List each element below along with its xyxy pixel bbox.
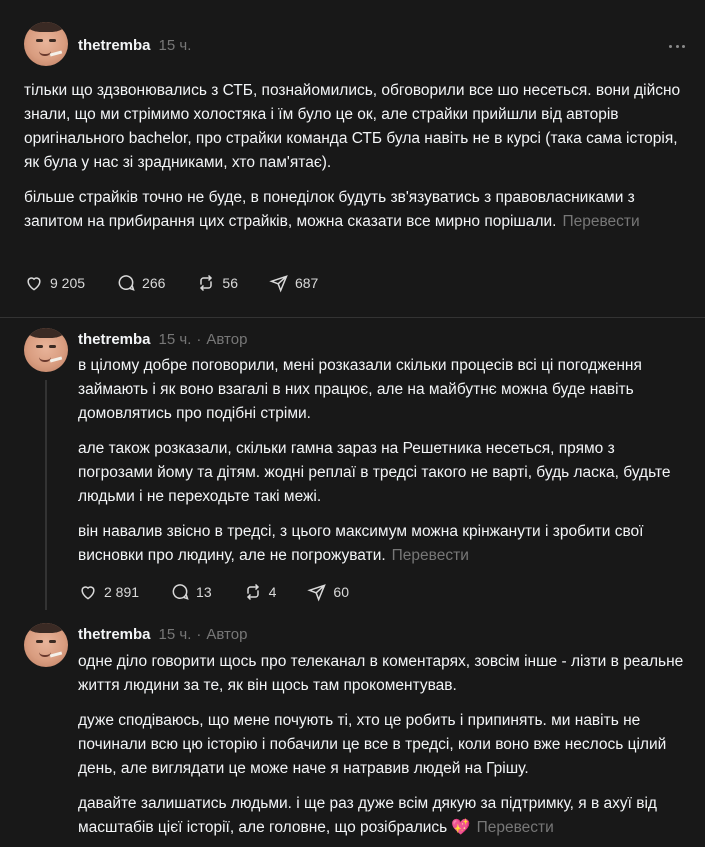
share-button[interactable] — [307, 582, 349, 602]
send-icon — [269, 273, 289, 293]
post-header: thetremba 15 ч. · Автор — [78, 331, 248, 348]
heart-emoji: 💖 — [451, 819, 471, 836]
post-actions — [24, 273, 349, 293]
share-button[interactable] — [269, 273, 318, 293]
username[interactable]: thetremba — [78, 37, 151, 54]
comment-count: 13 — [196, 584, 212, 600]
heart-icon — [78, 582, 98, 602]
username[interactable]: thetremba — [78, 331, 151, 348]
translate-link[interactable]: Перевести — [562, 213, 640, 230]
comment-button[interactable] — [170, 582, 212, 602]
timestamp[interactable]: 15 ч. — [158, 626, 192, 643]
translate-link[interactable]: Перевести — [391, 547, 469, 564]
send-icon — [307, 582, 327, 602]
like-count: 2 891 — [104, 584, 140, 600]
like-button[interactable] — [24, 273, 85, 293]
like-count: 9 205 — [50, 275, 86, 291]
post-body — [78, 650, 689, 847]
author-label: Автор — [206, 626, 248, 643]
post-actions — [78, 582, 380, 602]
repost-button[interactable] — [243, 582, 277, 602]
repost-icon — [196, 273, 216, 293]
repost-icon — [243, 582, 263, 602]
heart-icon — [24, 273, 44, 293]
repost-count: 4 — [268, 584, 277, 600]
avatar[interactable] — [24, 328, 68, 372]
post-paragraph: одне діло говорити щось про телеканал в коментарях, зовсім інше - лізти в реальне життя людини за те, як він щось там прокоментував. — [78, 653, 684, 694]
comment-icon — [170, 582, 190, 602]
post-header: thetremba 15 ч. · Автор — [78, 626, 248, 643]
like-button[interactable] — [78, 582, 139, 602]
username[interactable]: thetremba — [78, 626, 151, 643]
repost-button[interactable] — [196, 273, 238, 293]
comment-button[interactable] — [116, 273, 165, 293]
post-paragraph: більше страйків точно не буде, в понеділок будуть зв'язуватись з правовласниками з запитом на прибирання цих страйків, можна сказати все мирно порішали. — [24, 189, 635, 230]
thread-line — [45, 380, 47, 610]
post-paragraph: але також розказали, скільки гамна зараз на Решетника несеться, прямо з погрозами йому та дітям. жодні реплаї в тредсі такого не варті, будь ласка, будьте людьми і не переходьте такі межі. — [78, 440, 671, 505]
post-paragraph: він навалив звісно в тредсі, з цього максимум можна крінжанути і зробити свої висновки про людину, але не погрожувати. — [78, 523, 644, 564]
post-paragraph: в цілому добре поговорили, мені розказали скільки процесів всі ці погодження займають і як воно взагалі в них працює, але на майбутнє можна буде навіть домовлятись про подібні стріми. — [78, 357, 642, 422]
share-count: 687 — [294, 275, 319, 291]
post-paragraph: тільки що здзвонювались з СТБ, познайомились, обговорили все шо несеться. вони дійсно знали, що ми стрімимо холостяка і їм було це ок, але страйки прийшли від авторів оригінального bachelor, про страйки команда СТБ була навіть не в курсі (така сама історія, як була у нас зі зрадниками, хто пам'ятає). — [24, 82, 681, 171]
post-body — [78, 354, 689, 579]
repost-count: 56 — [222, 275, 238, 291]
divider — [0, 317, 705, 318]
more-options-icon[interactable] — [669, 38, 685, 54]
share-count: 60 — [333, 584, 349, 600]
post-header — [78, 37, 191, 54]
avatar[interactable] — [24, 623, 68, 667]
author-label: Автор — [206, 331, 248, 348]
post-body — [24, 79, 689, 245]
comment-count: 266 — [142, 275, 166, 291]
post-paragraph: дуже сподіваюсь, що мене почують ті, хто це робить і припинять. ми навіть не починали всю цю історію і побачили це все в тредсі, коли воно вже неслось цілий день, але виглядати це може наче я натравив людей на Грішу. — [78, 712, 667, 777]
comment-icon — [116, 273, 136, 293]
timestamp[interactable]: 15 ч. — [158, 331, 192, 348]
avatar[interactable] — [24, 22, 68, 66]
timestamp[interactable]: 15 ч. — [158, 37, 192, 54]
post-paragraph: давайте залишатись людьми. і ще раз дуже всім дякую за підтримку, я в ахуї від масштабів цієї історії, але головне, що розібрались — [78, 795, 657, 836]
translate-link[interactable]: Перевести — [476, 819, 554, 836]
